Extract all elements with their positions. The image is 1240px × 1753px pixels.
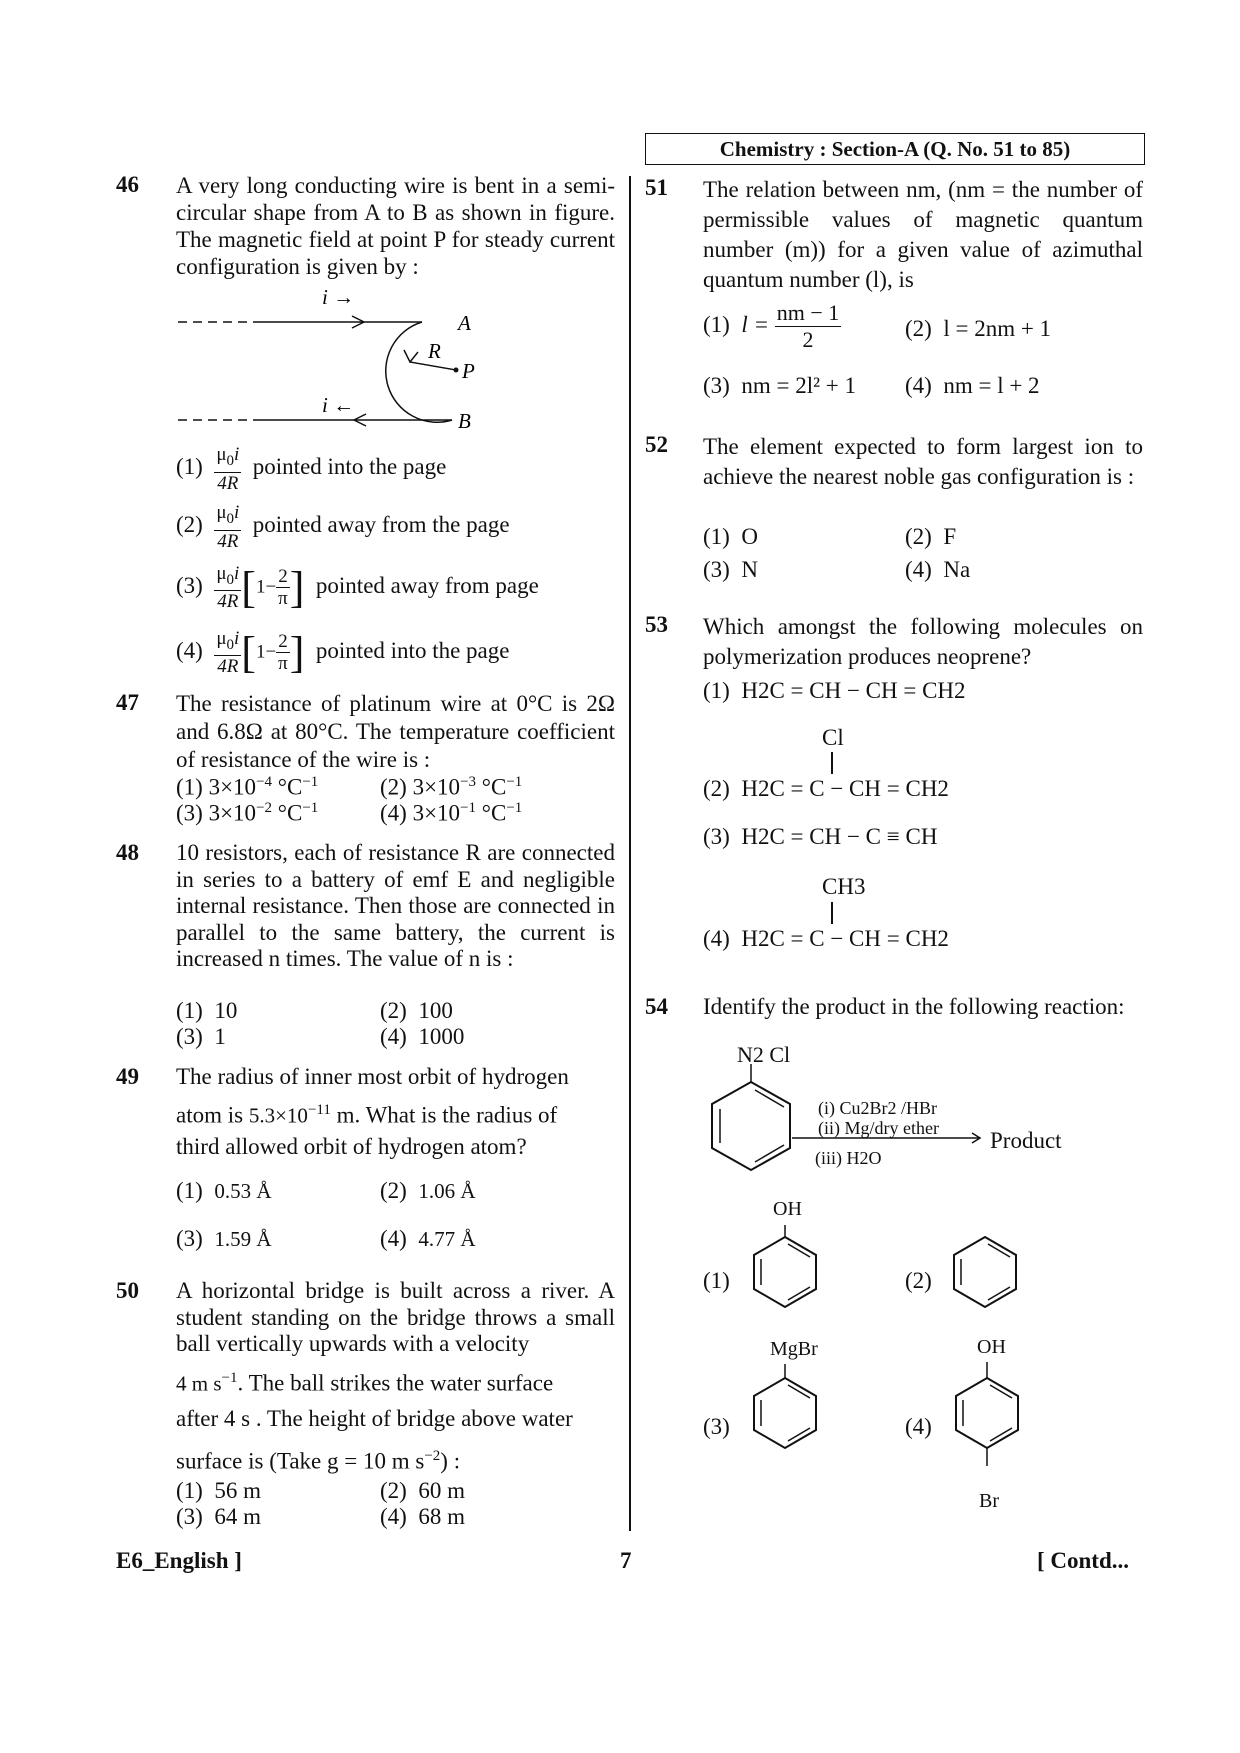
question-text-line: after 4 s . The height of bridge above water	[176, 1406, 573, 1431]
question-text: A very long conducting wire is bent in a semi-circular shape from A to B as shown in figure. The magnetic field at point P for steady current configuration is given by :	[176, 173, 615, 279]
question-number: 54	[645, 994, 668, 1019]
option-47-1[interactable]: (1) $3\times 10^{-4}$ $^\circ C^{-1}$	[176, 774, 319, 800]
option-50-2[interactable]: (2) 60 m	[380, 1478, 465, 1503]
question-number: 51	[645, 175, 668, 200]
point-p-label: P	[462, 359, 475, 383]
option-53-2[interactable]: (2) H2C = C − CH = CH2	[703, 776, 949, 801]
current-label-bottom: i ←	[322, 393, 355, 417]
option-51-3[interactable]: (3) nm = 2l² + 1	[703, 373, 856, 398]
question-number: 53	[645, 612, 668, 637]
semicircle-wire-figure	[170, 282, 500, 432]
option-52-4[interactable]: (4) Na	[905, 557, 971, 582]
column-divider	[629, 176, 631, 1531]
page-number: 7	[620, 1548, 632, 1573]
option-49-4[interactable]: (4) 4.77 Å	[380, 1226, 476, 1251]
option-51-2[interactable]: (2) l = 2nm + 1	[905, 316, 1052, 341]
diazonium-label: N2 Cl	[737, 1042, 791, 1067]
question-number: 48	[116, 840, 139, 865]
option-51-1[interactable]: (1) l = $\frac{nm - 1}{2}$	[703, 300, 840, 352]
question-text-line: The radius of inner most orbit of hydrogen	[176, 1064, 569, 1089]
option-52-3[interactable]: (3) N	[703, 557, 758, 582]
option-53-2-substituent: Cl	[822, 725, 844, 750]
substituent-label: Br	[979, 1490, 999, 1512]
current-label-top: i →	[322, 285, 355, 309]
phenol-structure-icon	[750, 1225, 820, 1307]
option-49-2[interactable]: (2) 1.06 Å	[380, 1178, 476, 1203]
product-label: Product	[990, 1128, 1062, 1153]
option-50-3[interactable]: (3) 64 m	[176, 1504, 261, 1529]
option-50-1[interactable]: (1) 56 m	[176, 1478, 261, 1503]
question-number: 52	[645, 432, 668, 457]
option-47-3[interactable]: (3) $3\times 10^{-2}$ $^\circ C^{-1}$	[176, 800, 319, 826]
question-text: Which amongst the following molecules on polymerization produces neoprene?	[703, 614, 1143, 669]
option-46-1[interactable]: (1) $\frac{\mu_0i}{4R}$ pointed into the page	[176, 444, 447, 494]
question-text: A horizontal bridge is built across a river. A student standing on the bridge throws a small ball vertically upwards with a velocity	[176, 1278, 615, 1356]
question-text-line: surface is (Take g = 10 m $s^{-2}$) :	[176, 1448, 461, 1474]
option-48-2[interactable]: (2) 100	[380, 998, 453, 1023]
option-52-1[interactable]: (1) O	[703, 524, 758, 549]
reaction-arrow	[792, 1132, 984, 1144]
option-48-4[interactable]: (4) 1000	[380, 1024, 465, 1049]
option-49-1[interactable]: (1) 0.53 Å	[176, 1178, 272, 1203]
question-text: The relation between nm, (nm = the number of permissible values of magnetic quantum number (m)) for a given value of azimuthal quantum number (l), is	[703, 177, 1143, 292]
radius-label: R	[428, 339, 441, 363]
point-a-label: A	[458, 311, 471, 335]
section-header-box: Chemistry : Section-A (Q. No. 51 to 85)	[645, 133, 1145, 165]
question-text: The element expected to form largest ion to achieve the nearest noble gas configuration is :	[703, 434, 1143, 489]
question-text-line: atom is $5.3\times 10^{-11}$ m. What is the radius of	[176, 1102, 558, 1128]
question-text: Identify the product in the following reaction:	[703, 994, 1125, 1019]
question-number: 50	[116, 1278, 139, 1303]
bond-line	[831, 752, 833, 774]
benzene-reactant-icon	[706, 1064, 796, 1174]
bromophenol-structure-icon	[952, 1362, 1022, 1486]
option-48-1[interactable]: (1) 10	[176, 998, 238, 1023]
option-46-3[interactable]: (3) $\frac{\mu_0i}{4R}$ [1− $\frac{2}{\pi}$ ] pointed away from page	[176, 562, 539, 613]
option-46-4[interactable]: (4) $\frac{\mu_0i}{4R}$ [1− $\frac{2}{\pi}$ ] pointed into the page	[176, 627, 510, 678]
option-53-3[interactable]: (3) H2C = CH − C ≡ CH	[703, 824, 938, 849]
question-text-line: third allowed orbit of hydrogen atom?	[176, 1134, 527, 1159]
option-53-1[interactable]: (1) H2C = CH − CH = CH2	[703, 678, 966, 703]
substituent-label: OH	[773, 1198, 802, 1220]
option-48-3[interactable]: (3) 1	[176, 1024, 226, 1049]
option-49-3[interactable]: (3) 1.59 Å	[176, 1226, 272, 1251]
option-52-2[interactable]: (2) F	[905, 524, 957, 549]
question-text: 10 resistors, each of resistance R are connected in series to a battery of emf E and negligible internal resistance. Then those are connected in parallel to the same battery, the current is increased n times. The value of n is :	[176, 840, 615, 971]
question-text: The resistance of platinum wire at 0°C is 2Ω and 6.8Ω at 80°C. The temperature coefficient of resistance of the wire is :	[176, 691, 615, 772]
question-number: 47	[116, 690, 139, 715]
option-53-4-substituent: CH3	[822, 874, 866, 899]
question-number: 49	[116, 1064, 139, 1089]
option-47-2[interactable]: (2) $3\times 10^{-3}$ $^\circ C^{-1}$	[380, 774, 523, 800]
benzene-structure-icon	[950, 1237, 1020, 1307]
footer-continued: [ Contd...	[1037, 1548, 1130, 1573]
point-b-label: B	[458, 409, 471, 433]
substituent-label: MgBr	[770, 1338, 818, 1360]
option-54-1[interactable]: (1)	[703, 1268, 730, 1293]
option-53-4[interactable]: (4) H2C = C − CH = CH2	[703, 926, 949, 951]
option-54-3[interactable]: (3)	[703, 1414, 730, 1439]
option-46-2[interactable]: (2) $\frac{\mu_0i}{4R}$ pointed away from the page	[176, 502, 510, 552]
question-number: 46	[116, 172, 139, 197]
reaction-condition-2: (ii) Mg/dry ether	[818, 1118, 939, 1138]
option-54-4[interactable]: (4)	[905, 1414, 932, 1439]
substituent-label: OH	[977, 1336, 1006, 1358]
option-51-4[interactable]: (4) nm = l + 2	[905, 373, 1040, 398]
reaction-condition-1: (i) Cu2Br2 /HBr	[818, 1098, 937, 1118]
grignard-structure-icon	[750, 1364, 820, 1448]
option-50-4[interactable]: (4) 68 m	[380, 1504, 465, 1529]
bond-line	[831, 902, 833, 924]
option-47-4[interactable]: (4) $3\times 10^{-1}$ $^\circ C^{-1}$	[380, 800, 523, 826]
question-text-line: 4 m $s^{-1}$. The ball strikes the water surface	[176, 1370, 554, 1396]
reaction-condition-3: (iii) H2O	[815, 1148, 882, 1168]
footer-paper-code: E6_English ]	[116, 1548, 242, 1573]
option-54-2[interactable]: (2)	[905, 1268, 932, 1293]
